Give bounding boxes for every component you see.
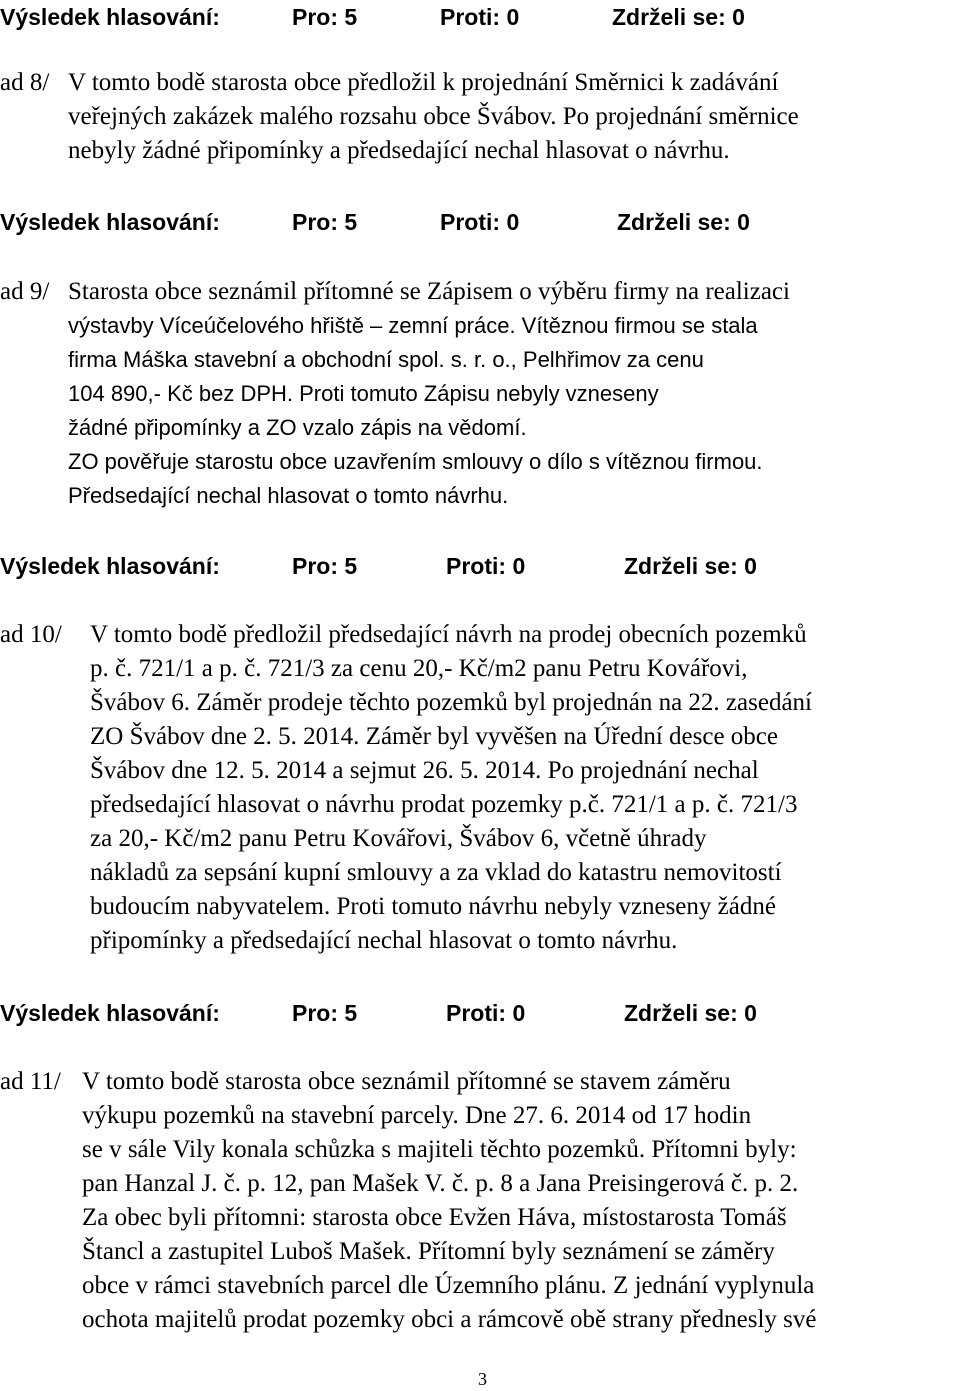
agenda-item-text-line: za 20,- Kč/m2 panu Petru Kovářovi, Švábov 6, včetně úhrady	[90, 825, 707, 852]
agenda-item-text-line: veřejných zakázek malého rozsahu obce Švábov. Po projednání směrnice	[68, 103, 799, 130]
vote-pro: Pro: 5	[292, 553, 358, 579]
vote-label: Výsledek hlasování:	[0, 4, 220, 30]
agenda-item-text-line: se v sále Vily konala schůzka s majiteli těchto pozemků. Přítomni byly:	[82, 1136, 797, 1163]
agenda-item-text-line: V tomto bodě předložil předsedající návrh na prodej obecních pozemků	[90, 621, 807, 648]
vote-label: Výsledek hlasování:	[0, 553, 220, 579]
vote-zdrzeli: Zdrželi se: 0	[617, 209, 750, 235]
vote-pro: Pro: 5	[292, 209, 358, 235]
vote-proti: Proti: 0	[446, 553, 526, 579]
vote-label: Výsledek hlasování:	[0, 209, 220, 235]
vote-proti: Proti: 0	[440, 4, 520, 30]
agenda-item-label: ad 8/	[0, 69, 50, 96]
agenda-item-text-line: výkupu pozemků na stavební parcely. Dne 27. 6. 2014 od 17 hodin	[82, 1102, 752, 1129]
vote-proti: Proti: 0	[440, 209, 520, 235]
vote-result-3	[0, 550, 960, 582]
agenda-item-text-line: V tomto bodě starosta obce seznámil přítomné se stavem záměru	[82, 1068, 731, 1095]
agenda-item-text-line: pan Hanzal J. č. p. 12, pan Mašek V. č. p. 8 a Jana Preisingerová č. p. 2.	[82, 1170, 799, 1197]
vote-pro: Pro: 5	[292, 1000, 358, 1026]
agenda-item-text-line: připomínky a předsedající nechal hlasovat o tomto návrhu.	[90, 927, 678, 954]
vote-label: Výsledek hlasování:	[0, 1000, 220, 1026]
vote-zdrzeli: Zdrželi se: 0	[624, 1000, 757, 1026]
agenda-item-text-line: předsedající hlasovat o návrhu prodat pozemky p.č. 721/1 a p. č. 721/3	[90, 791, 798, 818]
agenda-item-text-line: firma Máška stavební a obchodní spol. s. r. o., Pelhřimov za cenu	[68, 347, 704, 372]
agenda-item-label: ad 9/	[0, 278, 50, 305]
agenda-item-text-line: Švábov dne 12. 5. 2014 a sejmut 26. 5. 2014. Po projednání nechal	[90, 757, 759, 784]
agenda-item-text-line: p. č. 721/1 a p. č. 721/3 za cenu 20,- Kč/m2 panu Petru Kovářovi,	[90, 655, 748, 682]
vote-result-1	[0, 1, 960, 33]
vote-proti: Proti: 0	[446, 1000, 526, 1026]
agenda-item-label: ad 10/	[0, 621, 62, 648]
vote-zdrzeli: Zdrželi se: 0	[612, 4, 745, 30]
agenda-item-text-line: Předsedající nechal hlasovat o tomto návrhu.	[68, 483, 509, 508]
agenda-item-text-line: V tomto bodě starosta obce předložil k projednání Směrnici k zadávání	[68, 69, 779, 96]
agenda-item-text-line: ZO Švábov dne 2. 5. 2014. Záměr byl vyvěšen na Úřední desce obce	[90, 723, 779, 750]
agenda-item-text-line: Štancl a zastupitel Luboš Mašek. Přítomní byly seznámení se záměry	[82, 1238, 775, 1265]
agenda-item-text-line: ZO pověřuje starostu obce uzavřením smlouvy o dílo s vítěznou firmou.	[68, 449, 763, 474]
page-number: 3	[478, 1369, 487, 1389]
agenda-item-text-line: obce v rámci stavebních parcel dle Územního plánu. Z jednání vyplynula	[82, 1272, 815, 1299]
agenda-item-text-line: Za obec byli přítomni: starosta obce Evžen Háva, místostarosta Tomáš	[82, 1204, 787, 1231]
agenda-item-text-line: budoucím nabyvatelem. Proti tomuto návrhu nebyly vzneseny žádné	[90, 893, 776, 920]
agenda-item-text-line: Starosta obce seznámil přítomné se Zápisem o výběru firmy na realizaci	[68, 278, 790, 305]
vote-result-2	[0, 206, 960, 238]
vote-result-4	[0, 997, 960, 1029]
agenda-item-text-line: Švábov 6. Záměr prodeje těchto pozemků byl projednán na 22. zasedání	[90, 689, 812, 716]
agenda-item-text-line: ochota majitelů prodat pozemky obci a rámcově obě strany přednesly své	[82, 1306, 817, 1333]
agenda-item-text-line: 104 890,- Kč bez DPH. Proti tomuto Zápisu nebyly vzneseny	[68, 381, 659, 406]
vote-pro: Pro: 5	[292, 4, 358, 30]
agenda-item-text-line: výstavby Víceúčelového hřiště – zemní práce. Vítěznou firmou se stala	[68, 313, 758, 338]
agenda-item-text-line: nákladů za sepsání kupní smlouvy a za vklad do katastru nemovitostí	[90, 859, 782, 886]
agenda-item-text-line: nebyly žádné připomínky a předsedající nechal hlasovat o návrhu.	[68, 137, 730, 164]
agenda-item-label: ad 11/	[0, 1068, 61, 1095]
vote-zdrzeli: Zdrželi se: 0	[624, 553, 757, 579]
agenda-item-text-line: žádné připomínky a ZO vzalo zápis na vědomí.	[68, 415, 527, 440]
